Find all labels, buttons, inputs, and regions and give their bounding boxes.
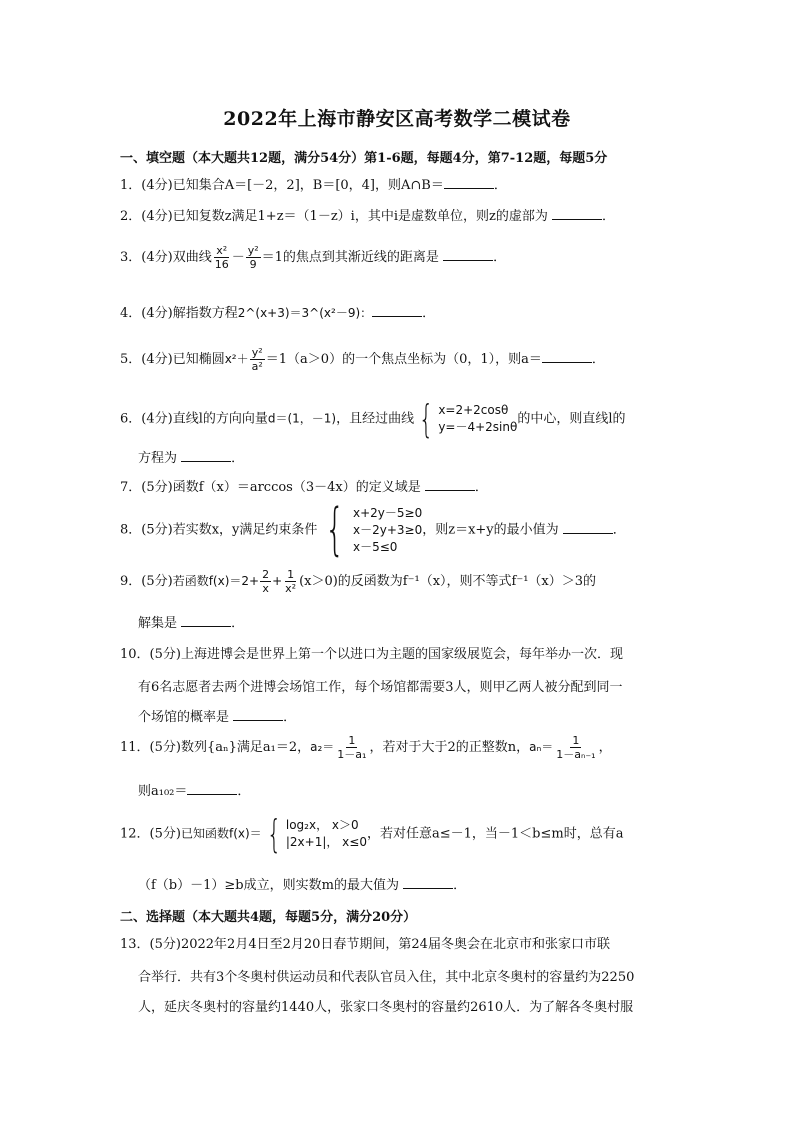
section-2-heading: 二、选择题（本大题共4题，每题5分，满分20分） xyxy=(120,910,417,925)
question-12-cont: （f（b）－1）≥b成立，则实数m的最大值为 ． xyxy=(138,878,467,893)
piece-row: log₂x， x＞0 xyxy=(285,818,359,832)
numerator: y² xyxy=(247,244,259,257)
question-text: (x＞0)的反函数为f⁻¹（x），则不等式f⁻¹（x）＞3的 xyxy=(299,574,597,589)
question-9 xyxy=(120,568,680,595)
denominator: 16 xyxy=(214,258,229,271)
term: a₂＝ xyxy=(310,740,335,754)
question-text: 数列{aₙ}满足a₁＝2， xyxy=(180,740,311,755)
denominator: x² xyxy=(285,582,297,595)
system-row: x－2y+3≥0 xyxy=(353,522,423,537)
piece-row: |2x+1|， x≤0 xyxy=(285,835,367,849)
numerator: 1 xyxy=(287,568,295,581)
equation-system xyxy=(414,397,518,441)
question-8: 8．(5分)若实数x，y满足约束条件 { x+2y－5≥0 x－2y+3≥0 x－5≤0 ，则z＝x+y的最小值为 ． xyxy=(120,497,626,562)
numerator: y² xyxy=(251,346,263,359)
question-13 xyxy=(120,935,680,955)
question-text: 已知集合A＝[－2，2]，B＝[0，4]，则A∩B＝ xyxy=(172,178,444,193)
fraction xyxy=(213,244,231,271)
denominator: a² xyxy=(251,360,263,373)
question-number: 11．(5分) xyxy=(120,740,181,755)
question-text: 则a₁₀₂＝ xyxy=(138,784,188,799)
question-text: 个场馆的概率是 xyxy=(138,710,230,725)
answer-blank xyxy=(372,304,422,317)
answer-blank xyxy=(443,248,493,261)
section-1-heading: 一、填空题（本大题共12题，满分54分）第1-6题，每题4分，第7-12题，每题5分 xyxy=(120,151,608,166)
question-3: 3．(4分)双曲线 $\frac{\text{x²}}{16}$ － $\frac{\text{y²}}{9}$ ＝1的焦点到其渐近线的距离是 ． xyxy=(120,244,507,271)
answer-blank xyxy=(181,449,231,462)
denominator: 1－a₁ xyxy=(337,748,367,761)
question-number: 12．(5分) xyxy=(120,826,181,842)
system-row: x=2+2cosθ xyxy=(438,403,509,417)
denominator: 9 xyxy=(249,258,257,271)
question-text: 直线l的方向向量 xyxy=(172,411,268,427)
answer-blank xyxy=(542,350,592,363)
numerator: 1 xyxy=(348,734,356,747)
system-row: y=－4+2sinθ xyxy=(438,420,518,434)
numerator: 1 xyxy=(572,734,580,747)
answer-blank xyxy=(403,876,453,889)
question-text: ， xyxy=(598,740,612,755)
question-number: 3．(4分) xyxy=(120,250,173,265)
answer-blank xyxy=(444,176,494,189)
question-text: ＝1的焦点到其渐近线的距离是 xyxy=(261,250,439,265)
question-text: ，若对于大于2的正整数n， xyxy=(369,740,530,755)
fraction xyxy=(335,734,368,761)
question-number: 7．(5分) xyxy=(120,480,173,495)
denominator: x xyxy=(262,582,269,595)
question-text: 2022年2月4日至2月20日春节期间，第24届冬奥会在北京市和张家口市联 xyxy=(180,937,610,952)
equation: 2^(x+3)＝3^(x²－9)： xyxy=(237,306,373,320)
question-11 xyxy=(120,734,680,761)
answer-blank xyxy=(181,614,231,627)
brace: { xyxy=(266,812,282,856)
constraint-system xyxy=(317,497,423,562)
question-13-line-3: 人，延庆冬奥村的容量约1440人，张家口冬奥村的容量约2610人．为了解各冬奥村服 xyxy=(138,1000,634,1015)
question-1: 1．(4分)已知集合A＝[－2，2]，B＝[0，4]，则A∩B＝ ． xyxy=(120,178,507,193)
question-13-line-2: 合举行．共有3个冬奥村供运动员和代表队官员入住，其中北京冬奥村的容量约为2250 xyxy=(138,970,635,985)
system-row: x+2y－5≥0 xyxy=(353,505,423,520)
answer-blank xyxy=(425,478,475,491)
question-text: 上海进博会是世界上第一个以进口为主题的国家级展览会，每年举办一次．现 xyxy=(180,647,623,662)
question-number: 6．(4分) xyxy=(120,411,173,427)
operator: + xyxy=(272,574,283,588)
question-text: 若实数x，y满足约束条件 xyxy=(172,522,318,538)
question-9-cont: 解集是 ． xyxy=(138,616,245,631)
question-number: 1．(4分) xyxy=(120,178,173,193)
question-number: 10．(5分) xyxy=(120,647,181,662)
fraction xyxy=(283,568,298,595)
question-text: 函数f（x）＝arccos（3－4x）的定义域是 xyxy=(172,480,421,495)
question-number: 4．(4分) xyxy=(120,306,173,321)
term: aₙ＝ xyxy=(529,740,554,754)
answer-blank xyxy=(552,207,602,220)
question-text: ，且经过曲线 xyxy=(336,411,415,427)
question-number: 13．(5分) xyxy=(120,937,181,952)
question-text: ，则z＝x+y的最小值为 xyxy=(422,522,559,538)
question-6 xyxy=(120,397,680,441)
question-text: 方程为 xyxy=(138,451,178,466)
fraction xyxy=(260,568,271,595)
answer-blank xyxy=(563,521,613,534)
answer-blank xyxy=(233,708,283,721)
question-7: 7．(5分)函数f（x）＝arccos（3－4x）的定义域是 ． xyxy=(120,480,488,495)
brace: { xyxy=(418,397,434,441)
question-text: 解指数方程 xyxy=(172,306,238,321)
fraction xyxy=(554,734,597,761)
question-number: 9．(5分) xyxy=(120,574,173,589)
question-text: 已知椭圆 xyxy=(172,352,225,367)
fraction xyxy=(250,346,265,373)
question-10 xyxy=(120,645,680,665)
numerator: 2 xyxy=(262,568,270,581)
numerator: x² xyxy=(216,244,228,257)
question-text: 已知复数z满足1+z＝（1－z）i，其中i是虚数单位，则z的虚部为 xyxy=(172,209,548,224)
function-def: 若函数f(x)＝2+ xyxy=(172,574,260,588)
question-6-cont: 方程为 ． xyxy=(138,451,245,466)
page-title: 2022年上海市静安区高考数学二模试卷 xyxy=(223,108,571,130)
question-text: （f（b）－1）≥b成立，则实数m的最大值为 xyxy=(138,878,399,893)
fraction xyxy=(246,244,261,271)
question-5: 5．(4分)已知椭圆x²＋ $\frac{\text{y²}}{\text{a²}}$ ＝1（a＞0）的一个焦点坐标为（0，1），则a＝ ． xyxy=(120,346,605,373)
function-def: 已知函数f(x)＝ xyxy=(180,826,262,841)
question-11-cont: 则a₁₀₂＝ ． xyxy=(138,784,251,799)
operator: － xyxy=(231,250,245,265)
denominator: 1－aₙ₋₁ xyxy=(556,748,596,761)
brace: { xyxy=(325,497,345,562)
question-10-line-2: 有6名志愿者去两个进博会场馆工作，每个场馆都需要3人，则甲乙两人被分配到同一 xyxy=(138,680,623,695)
system-row: x－5≤0 xyxy=(353,539,398,554)
question-2: 2．(4分)已知复数z满足1+z＝（1－z）i，其中i是虚数单位，则z的虚部为 ． xyxy=(120,209,615,224)
question-4: 4．(4分)解指数方程2^(x+3)＝3^(x²－9)： ． xyxy=(120,306,436,321)
question-10-line-3: 个场馆的概率是 ． xyxy=(138,710,297,725)
question-text: 的中心，则直线l的 xyxy=(517,411,626,427)
question-text: 解集是 xyxy=(138,616,178,631)
question-number: 2．(4分) xyxy=(120,209,173,224)
term: x²＋ xyxy=(224,352,249,366)
answer-blank xyxy=(187,782,237,795)
piecewise-function xyxy=(262,812,367,856)
question-number: 8．(5分) xyxy=(120,522,173,538)
question-12 xyxy=(120,812,680,856)
question-text: ，若对任意a≤－1，当－1＜b≤m时，总有a xyxy=(366,826,624,842)
question-number: 5．(4分) xyxy=(120,352,173,367)
question-text: ＝1（a＞0）的一个焦点坐标为（0，1），则a＝ xyxy=(265,352,542,367)
vector: d＝(1，－1) xyxy=(267,411,337,426)
question-text: 双曲线 xyxy=(172,250,212,265)
